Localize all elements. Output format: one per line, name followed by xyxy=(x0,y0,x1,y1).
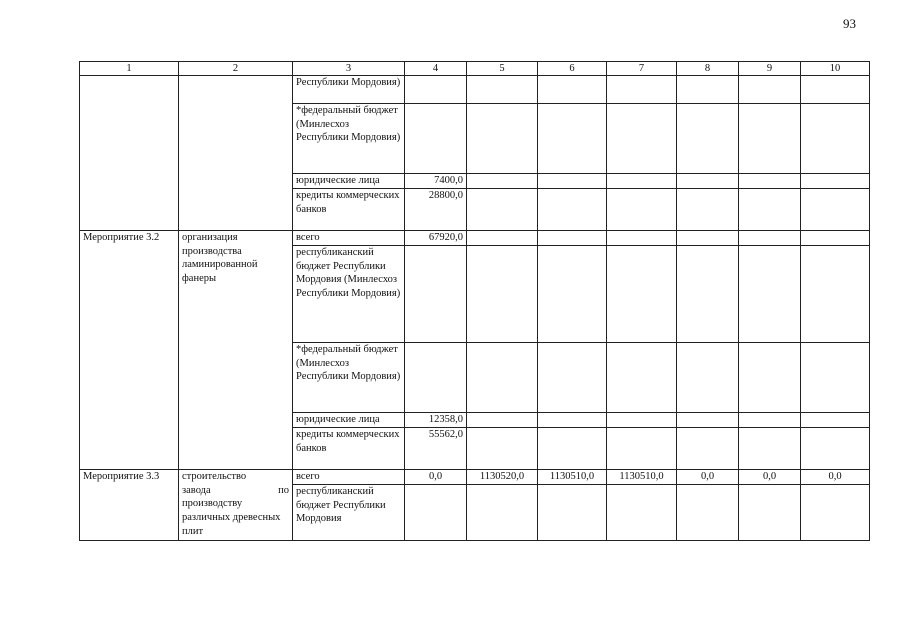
value-cell xyxy=(538,428,607,470)
value-cell xyxy=(801,231,870,246)
value-cell xyxy=(467,413,538,428)
value-cell xyxy=(739,343,801,413)
source-cell: всего xyxy=(293,231,405,246)
source-cell: кредиты коммерческих банков xyxy=(293,189,405,231)
header-cell: 6 xyxy=(538,62,607,76)
header-cell: 1 xyxy=(80,62,179,76)
value-cell: 1130520,0 xyxy=(467,470,538,485)
value-cell xyxy=(607,174,677,189)
header-cell: 7 xyxy=(607,62,677,76)
value-cell xyxy=(801,485,870,541)
value-cell xyxy=(801,189,870,231)
value-cell xyxy=(538,343,607,413)
source-cell: республиканский бюджет Республики Мордовия (Минлесхоз Республики Мордовия) xyxy=(293,246,405,343)
header-cell: 4 xyxy=(405,62,467,76)
value-cell xyxy=(677,413,739,428)
header-cell: 3 xyxy=(293,62,405,76)
measure-name-cell: Мероприятие 3.2 xyxy=(80,231,179,470)
description-word: по xyxy=(278,484,289,496)
value-cell xyxy=(801,76,870,104)
header-cell: 8 xyxy=(677,62,739,76)
measure-name-cell: Мероприятие 3.3 xyxy=(80,470,179,541)
value-cell xyxy=(538,189,607,231)
value-cell: 55562,0 xyxy=(405,428,467,470)
value-cell xyxy=(405,104,467,174)
table-row xyxy=(80,470,870,485)
value-cell xyxy=(607,246,677,343)
measure-name-cell xyxy=(80,76,179,231)
table-row xyxy=(80,76,870,104)
source-cell: республиканский бюджет Республики Мордовия xyxy=(293,485,405,541)
value-cell xyxy=(677,343,739,413)
value-cell xyxy=(801,343,870,413)
description-word: завода xyxy=(182,484,211,496)
source-cell: юридические лица xyxy=(293,174,405,189)
value-cell xyxy=(467,343,538,413)
source-cell: всего xyxy=(293,470,405,485)
header-cell: 10 xyxy=(801,62,870,76)
budget-table xyxy=(79,61,870,541)
value-cell xyxy=(467,104,538,174)
header-cell: 2 xyxy=(179,62,293,76)
value-cell xyxy=(607,231,677,246)
value-cell xyxy=(801,428,870,470)
value-cell: 12358,0 xyxy=(405,413,467,428)
value-cell xyxy=(607,104,677,174)
value-cell xyxy=(467,246,538,343)
value-cell xyxy=(467,485,538,541)
value-cell: 0,0 xyxy=(801,470,870,485)
value-cell xyxy=(739,174,801,189)
value-cell xyxy=(538,246,607,343)
value-cell xyxy=(405,343,467,413)
value-cell xyxy=(467,428,538,470)
value-cell xyxy=(538,174,607,189)
measure-description-cell xyxy=(179,470,293,541)
value-cell xyxy=(607,413,677,428)
value-cell xyxy=(607,428,677,470)
value-cell xyxy=(801,246,870,343)
value-cell xyxy=(607,485,677,541)
value-cell xyxy=(801,413,870,428)
value-cell: 67920,0 xyxy=(405,231,467,246)
description-line: производству различных древесных плит xyxy=(182,498,281,537)
value-cell xyxy=(677,76,739,104)
value-cell xyxy=(677,104,739,174)
value-cell: 28800,0 xyxy=(405,189,467,231)
value-cell: 1130510,0 xyxy=(607,470,677,485)
value-cell: 0,0 xyxy=(677,470,739,485)
source-cell: кредиты коммерческих банков xyxy=(293,428,405,470)
value-cell xyxy=(739,246,801,343)
value-cell xyxy=(739,104,801,174)
value-cell xyxy=(405,485,467,541)
value-cell: 0,0 xyxy=(405,470,467,485)
value-cell xyxy=(467,76,538,104)
header-cell: 5 xyxy=(467,62,538,76)
value-cell xyxy=(677,189,739,231)
description-line xyxy=(182,484,289,498)
value-cell xyxy=(538,485,607,541)
value-cell xyxy=(607,343,677,413)
table-row xyxy=(80,231,870,246)
value-cell xyxy=(677,485,739,541)
source-cell: юридические лица xyxy=(293,413,405,428)
value-cell xyxy=(405,246,467,343)
value-cell xyxy=(739,189,801,231)
measure-description-cell xyxy=(179,76,293,231)
value-cell xyxy=(538,104,607,174)
value-cell xyxy=(467,174,538,189)
source-cell: Республики Мордовия) xyxy=(293,76,405,104)
value-cell xyxy=(467,189,538,231)
value-cell xyxy=(467,231,538,246)
value-cell: 0,0 xyxy=(739,470,801,485)
value-cell xyxy=(739,428,801,470)
value-cell xyxy=(538,76,607,104)
value-cell xyxy=(739,76,801,104)
measure-description-cell: организация производства ламинированной фанеры xyxy=(179,231,293,470)
source-cell: *федеральный бюджет (Минлесхоз Республики Мордовия) xyxy=(293,104,405,174)
value-cell: 7400,0 xyxy=(405,174,467,189)
value-cell xyxy=(538,231,607,246)
value-cell xyxy=(801,174,870,189)
value-cell xyxy=(677,231,739,246)
value-cell xyxy=(538,413,607,428)
value-cell xyxy=(801,104,870,174)
value-cell: 1130510,0 xyxy=(538,470,607,485)
value-cell xyxy=(739,485,801,541)
value-cell xyxy=(677,174,739,189)
value-cell xyxy=(405,76,467,104)
value-cell xyxy=(677,246,739,343)
header-row xyxy=(80,62,870,76)
source-cell: *федеральный бюджет (Минлесхоз Республики Мордовия) xyxy=(293,343,405,413)
value-cell xyxy=(677,428,739,470)
value-cell xyxy=(739,231,801,246)
value-cell xyxy=(607,189,677,231)
value-cell xyxy=(739,413,801,428)
header-cell: 9 xyxy=(739,62,801,76)
page-number: 93 xyxy=(843,16,856,31)
value-cell xyxy=(607,76,677,104)
description-line: строительство xyxy=(182,471,247,482)
